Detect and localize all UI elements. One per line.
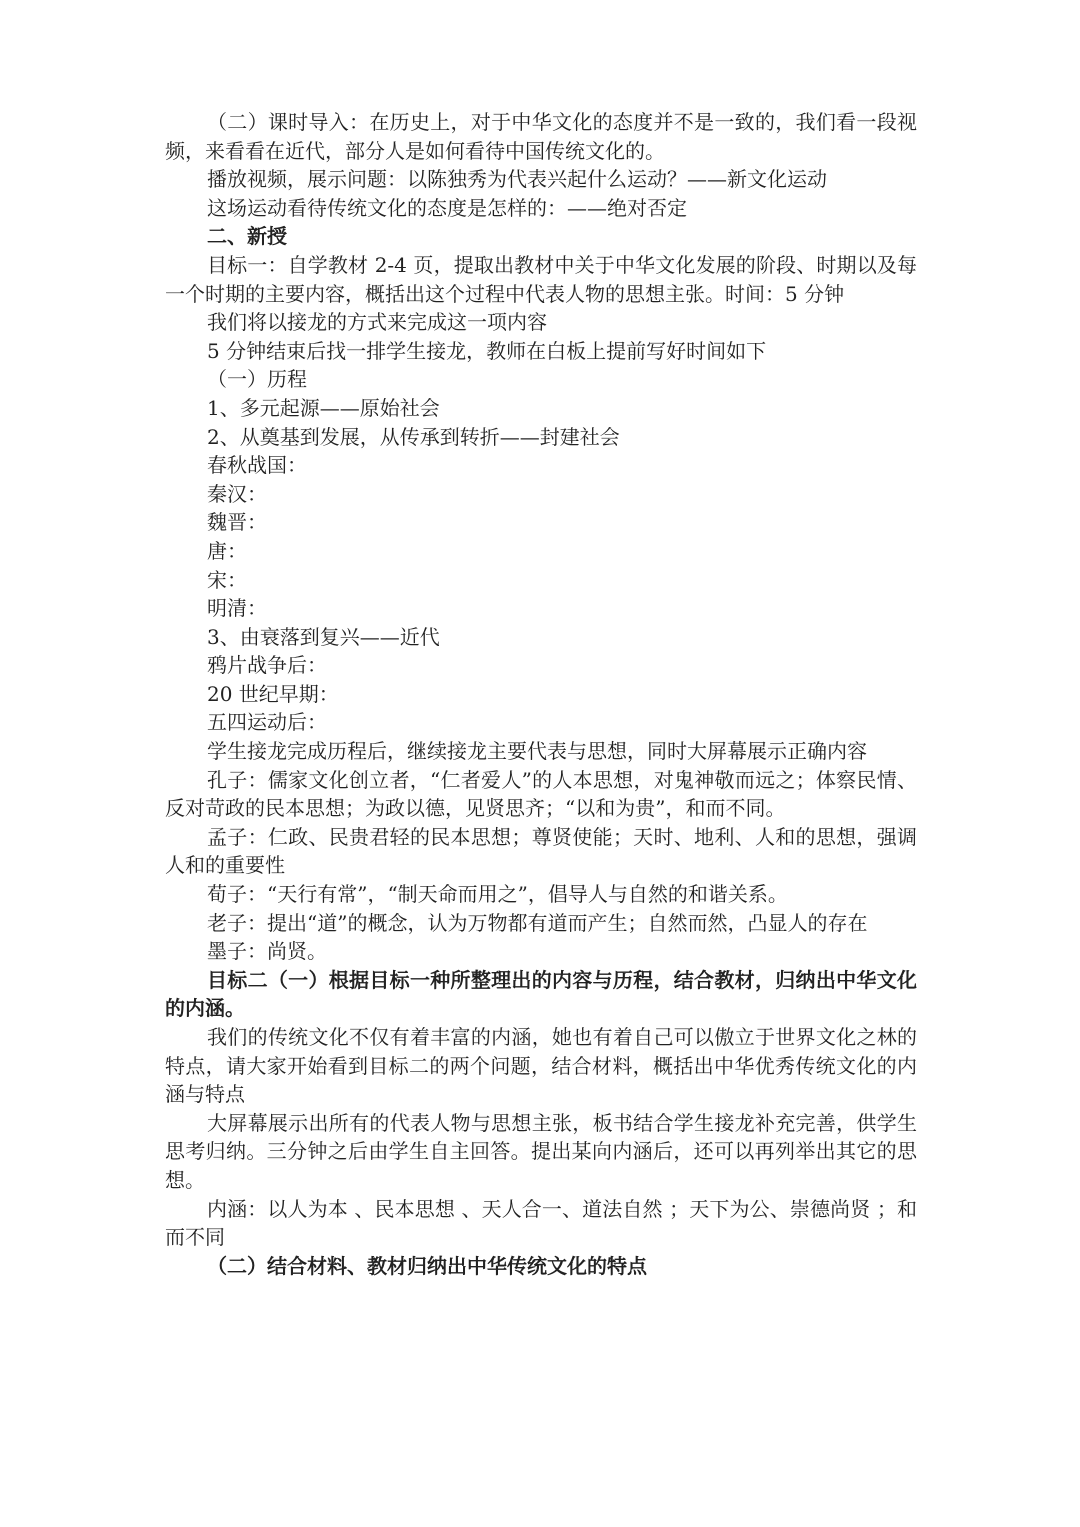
period-after-may-fourth: 五四运动后： (207, 710, 327, 735)
big-screen-paragraph: 大屏幕展示出所有的代表人物与思想主张，板书结合学生接龙补充完善，供学生思考归纳。三分钟之后由学生自主回答。提出某向内涵后，还可以再列举出其它的思想。 (165, 1110, 917, 1192)
section-heading-new-lesson: 二、新授 (207, 224, 287, 249)
xunzi-paragraph: 荀子：“天行有常”，“制天命而用之”，倡导人与自然的和谐关系。 (207, 882, 788, 907)
mencius-paragraph: 孟子：仁政、民贵君轻的民本思想；尊贤使能；天时、地利、人和的思想，强调人和的重要性 (165, 824, 917, 878)
period-qin-han: 秦汉： (207, 481, 267, 506)
period-ming-qing: 明清： (207, 596, 267, 621)
laozi-paragraph: 老子：提出“道”的概念，认为万物都有道而产生；自然而然，凸显人的存在 (207, 910, 868, 935)
document-page (165, 108, 917, 1280)
subheading-history: （一）历程 (207, 367, 307, 392)
history-item-1: 1、多元起源——原始社会 (207, 395, 440, 420)
lesson-intro-paragraph: （二）课时导入：在历史上，对于中华文化的态度并不是一致的，我们看一段视频，来看看在近代，部分人是如何看待中国传统文化的。 (165, 110, 917, 163)
video-question-line: 播放视频，展示问题：以陈独秀为代表兴起什么运动？——新文化运动 (207, 167, 827, 192)
confucius-paragraph: 孔子：儒家文化创立者，“仁者爱人”的人本思想，对鬼神敬而远之；体察民情、反对苛政的民本思想；为政以德，见贤思齐；“以和为贵”，和而不同。 (165, 767, 917, 821)
subheading-characteristics: （二）结合材料、教材归纳出中华传统文化的特点 (207, 1253, 647, 1278)
period-wei-jin: 魏晋： (207, 510, 267, 535)
connotation-summary: 内涵：以人为本 、民本思想 、天人合一、道法自然 ；天下为公、崇德尚贤 ；和而不同 (165, 1196, 917, 1250)
relay-method-line: 我们将以接龙的方式来完成这一项内容 (207, 310, 547, 335)
traditional-culture-paragraph: 我们的传统文化不仅有着丰富的内涵，她也有着自己可以傲立于世界文化之林的特点，请大家开始看到目标二的两个问题，结合材料，概括出中华优秀传统文化的内涵与特点 (165, 1025, 917, 1107)
relay-instruction-line: 5 分钟结束后找一排学生接龙，教师在白板上提前写好时间如下 (207, 338, 767, 363)
period-spring-autumn: 春秋战国： (207, 453, 307, 478)
history-item-3: 3、由衰落到复兴——近代 (207, 624, 440, 649)
mozi-paragraph: 墨子：尚贤。 (207, 939, 327, 964)
period-after-opium-war: 鸦片战争后： (207, 653, 327, 678)
history-item-2: 2、从奠基到发展，从传承到转折——封建社会 (207, 424, 620, 449)
period-song: 宋： (207, 567, 247, 592)
period-tang: 唐： (207, 538, 247, 563)
relay-continue-line: 学生接龙完成历程后，继续接龙主要代表与思想，同时大屏幕展示正确内容 (207, 739, 867, 764)
period-early-20th-century: 20 世纪早期： (207, 681, 339, 706)
goal-two-heading: 目标二（一）根据目标一种所整理出的内容与历程，结合教材，归纳出中华文化的内涵。 (165, 967, 917, 1021)
attitude-question-line: 这场运动看待传统文化的态度是怎样的：——绝对否定 (207, 195, 687, 220)
goal-one-paragraph: 目标一：自学教材 2-4 页，提取出教材中关于中华文化发展的阶段、时期以及每一个时期的主要内容，概括出这个过程中代表人物的思想主张。时间：5 分钟 (165, 252, 917, 306)
